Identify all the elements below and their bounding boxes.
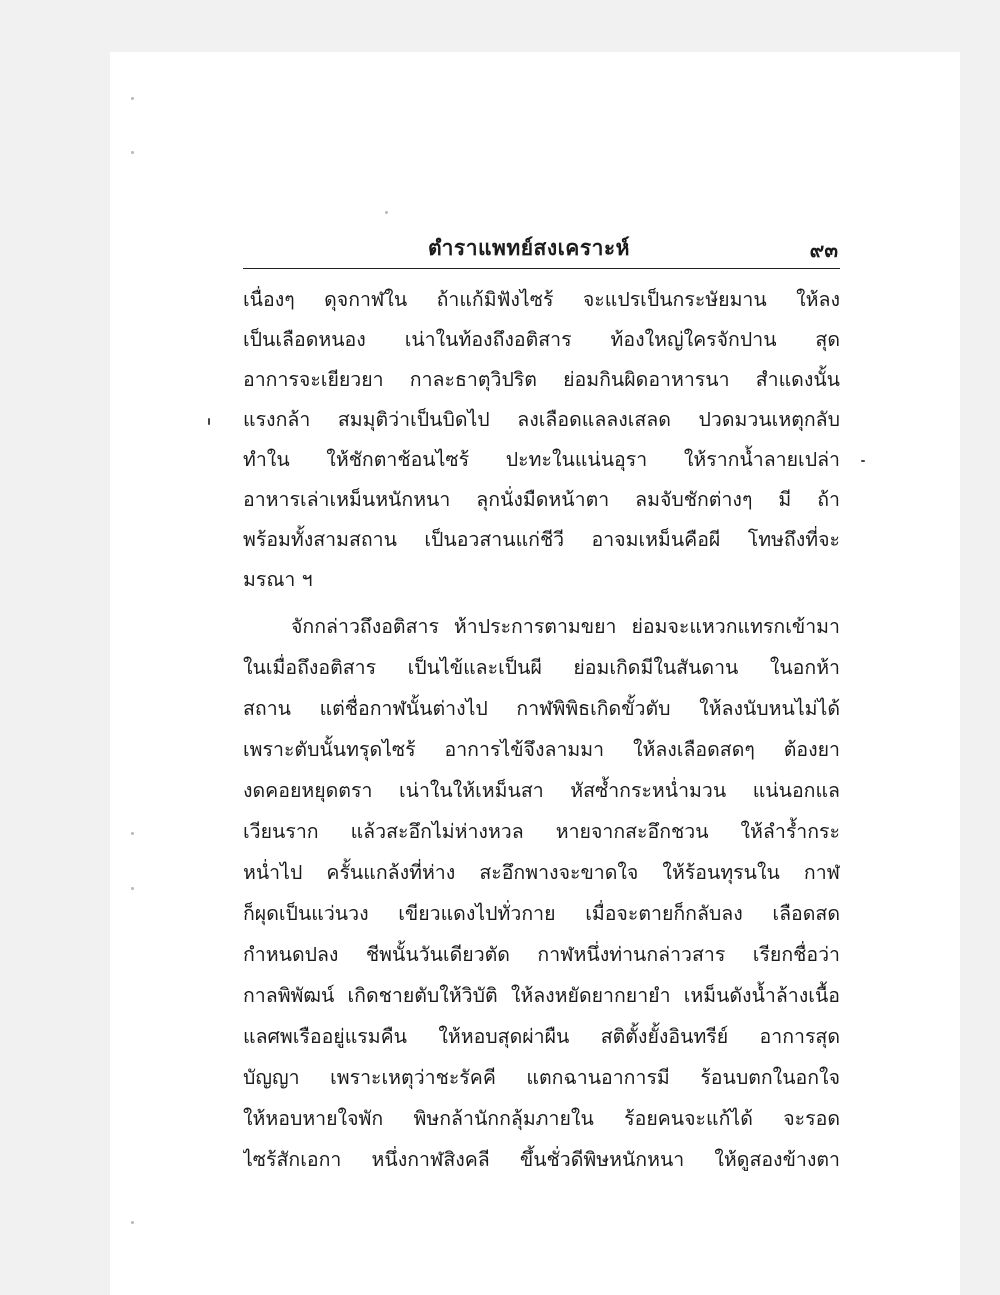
text-line: เป็นเลือดหนอง เน่าในท้องถึงอติสาร ท้องใหญ่ใครจักปาน สุด	[243, 328, 840, 351]
text-line: ก็ผุดเป็นแว่นวง เขียวแดงไปทั่วกาย เมื่อจะตายก็กลับลง เลือดสด	[243, 902, 840, 925]
page-number: ๙๓	[809, 238, 838, 262]
text-line: สถาน แต่ชื่อกาฬนั้นต่างไป กาฬพิพิธเกิดขั้วตับ ให้ลงนับหนไม่ได้	[243, 697, 840, 720]
text-line: ในเมื่อถึงอติสาร เป็นไข้และเป็นผี ย่อมเกิดมีในสันดาน ในอกห้า	[243, 656, 840, 679]
text-line: แรงกล้า สมมุติว่าเป็นบิดไป ลงเลือดแลลงเสลด ปวดมวนเหตุกลับ	[243, 408, 840, 431]
text-line: เวียนราก แล้วสะอึกไม่ห่างหวล หายจากสะอึกชวน ให้ลำร้ำกระ	[243, 820, 840, 843]
text-line: เพราะตับนั้นทรุดไซร้ อาการไข้จึงลามมา ให้ลงเลือดสดๆ ต้องยา	[243, 738, 840, 761]
text-line: หน่ำไป ครั้นแกล้งที่ห่าง สะอึกพางจะขาดใจ ให้ร้อนทุรนใน กาฬ	[243, 861, 840, 884]
text-line: อาหารเล่าเหม็นหนักหนา ลุกนั่งมืดหน้าตา ลมจับชักต่างๆ มี ถ้า	[243, 488, 840, 511]
margin-mark	[861, 460, 865, 462]
text-line: งดคอยหยุดตรา เน่าในให้เหม็นสา หัสซ้ำกระหน่ำมวน แน่นอกแล	[243, 779, 840, 802]
scan-speck	[385, 211, 388, 214]
header-rule	[243, 268, 840, 269]
scan-speck	[131, 1221, 134, 1224]
text-line: มรณา ฯ	[243, 568, 313, 591]
book-title: ตำราแพทย์สงเคราะห์	[428, 235, 631, 260]
text-line: กาลพิพัฒน์ เกิดชายตับให้วิบัติ ให้ลงหยัดยากยายำ เหม็นดังน้ำล้างเนื้อ	[243, 984, 840, 1007]
text-line: ทำใน ให้ชักตาช้อนไซร้ ปะทะในแน่นอุรา ให้รากน้ำลายเปล่า	[243, 448, 840, 471]
text-line: เนื่องๆ ดุจกาฬใน ถ้าแก้มิฟังไซร้ จะแปรเป็นกระษัยมาน ให้ลง	[243, 288, 840, 311]
scan-speck	[131, 151, 134, 154]
text-line: ให้หอบหายใจพัก พิษกล้านักกลุ้มภายใน ร้อยคนจะแก้ได้ จะรอด	[243, 1107, 840, 1130]
paragraph-first-line: จักกล่าวถึงอติสาร ห้าประการตามขยา ย่อมจะแหวกแทรกเข้ามา	[291, 615, 840, 638]
scan-speck	[131, 97, 134, 100]
text-line: แลศพเรืออยู่แรมคืน ให้หอบสุดผ่าผืน สติตั้งยั้งอินทรีย์ อาการสุด	[243, 1025, 840, 1048]
scan-speck	[131, 832, 134, 835]
text-line: พร้อมทั้งสามสถาน เป็นอวสานแก่ชีวี อาจมเหม็นคือผี โทษถึงที่จะ	[243, 528, 840, 551]
text-line: อาการจะเยียวยา กาละธาตุวิปริต ย่อมกินผิดอาหารนา สำแดงนั้น	[243, 368, 840, 391]
text-line: ไซร้สักเอกา หนึ่งกาฬสิงคลี ขึ้นชั่วดีพิษหนักหนา ให้ดูสองข้างตา	[243, 1148, 840, 1171]
text-line: กำหนดปลง ชีพนั้นวันเดียวตัด กาฬหนึ่งท่านกล่าวสาร เรียกชื่อว่า	[243, 943, 840, 966]
running-header	[243, 228, 840, 268]
margin-mark	[208, 418, 210, 425]
scan-speck	[131, 887, 134, 890]
text-line: บัญญา เพราะเหตุว่าชะรัคคี แตกฉานอาการมี ร้อนบตกในอกใจ	[243, 1066, 840, 1089]
